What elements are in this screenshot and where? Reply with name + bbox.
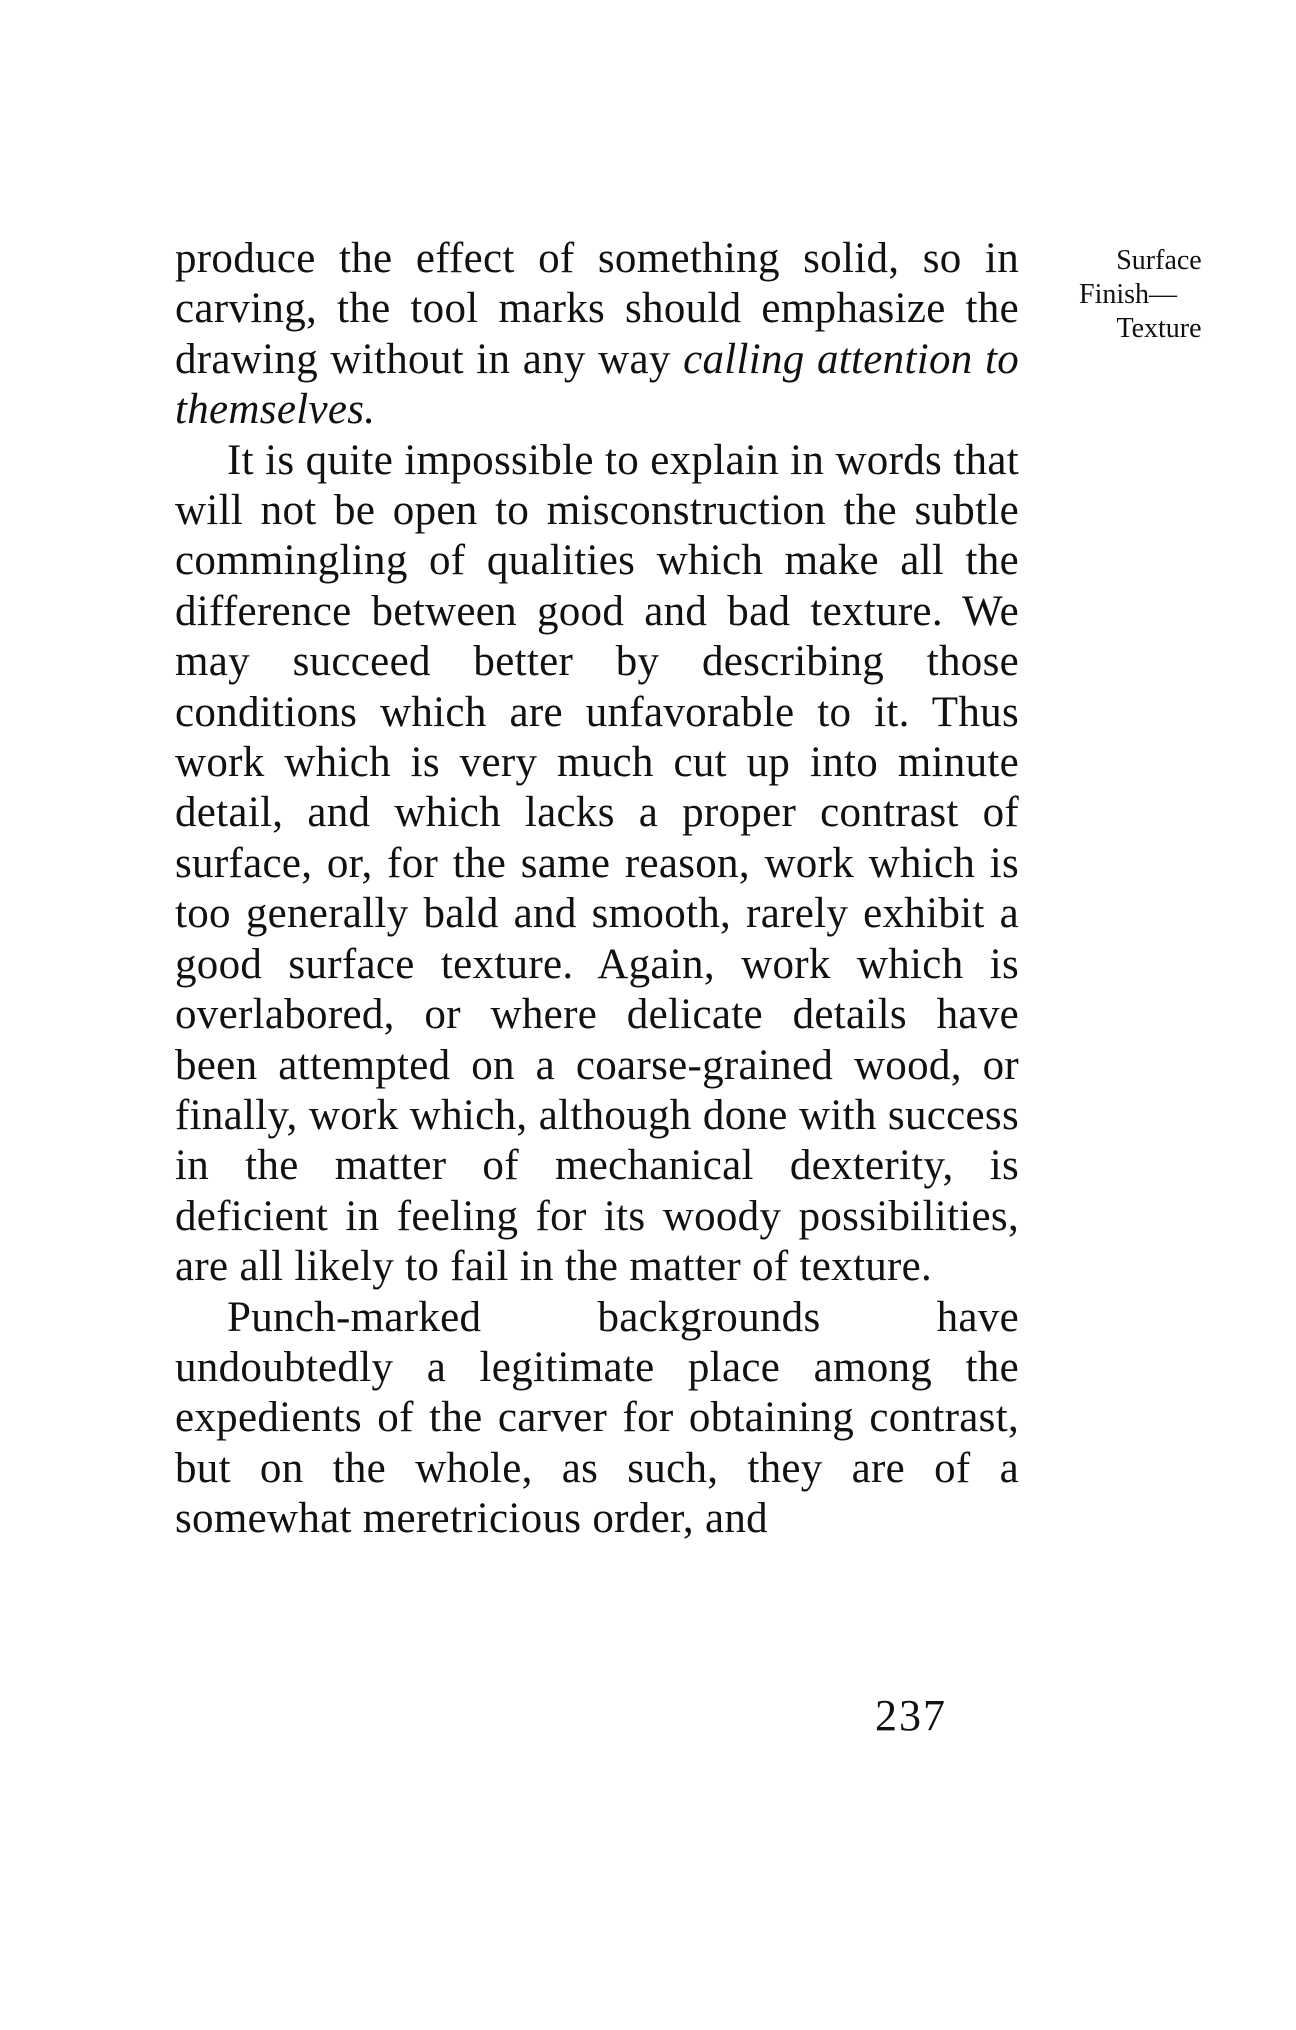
- body-text: [175, 234, 1019, 1545]
- paragraph-1: [175, 234, 1019, 436]
- paragraph-1-italic: calling attention to themselves.: [175, 335, 1019, 434]
- paragraph-1-lead: produce the effect of something solid, so in carving, the tool marks should emphasize the drawing without in any way: [175, 235, 1019, 383]
- page-number: 237: [875, 1691, 947, 1740]
- margin-note: [1079, 244, 1239, 346]
- margin-note-line-2: Finish—: [1079, 279, 1178, 310]
- margin-note-line-3: Texture: [1116, 313, 1202, 344]
- margin-note-line-1: Surface: [1116, 245, 1202, 276]
- paragraph-2: It is quite impossible to explain in words that will not be open to misconstruction the subtle commingling of qualities which make all the difference between good and bad texture. We may succeed better by describing those conditions which are unfavorable to it. Thus work which is very much cut up into minute detail, and which lacks a proper contrast of surface, or, for the same reason, work which is too generally bald and smooth, rarely exhibit a good surface texture. Again, work which is overlabored, or where delicate details have been attempted on a coarse-grained wood, or finally, work which, although done with success in the matter of mechanical dexterity, is deficient in feeling for its woody possibilities, are all likely to fail in the matter of texture.: [175, 436, 1019, 1291]
- paragraph-3: Punch-marked backgrounds have undoubtedly a legitimate place among the expedients of the carver for obtaining contrast, but on the whole, as such, they are of a somewhat meretricious order, and: [175, 1293, 1019, 1543]
